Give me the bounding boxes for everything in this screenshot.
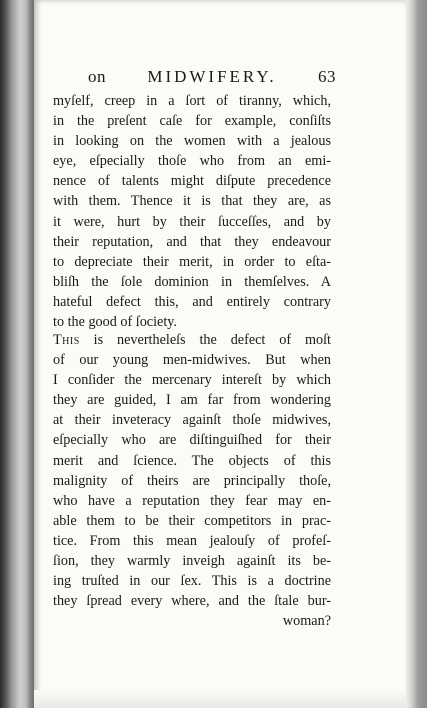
text-line: eye, eſpecially thoſe who from an emi- xyxy=(53,153,331,170)
text-line: bliſh the ſole dominion in themſelves. A xyxy=(53,273,331,290)
text-line: who have a reputation they fear may en- xyxy=(53,492,331,509)
catchword: woman? xyxy=(282,613,331,630)
text-line: ſion, they warmly inveigh againſt its be- xyxy=(53,553,331,570)
text-line: it were, hurt by their ſucceſſes, and by xyxy=(53,213,331,230)
text-line-first xyxy=(53,330,331,350)
text-line: ing truſted in our ſex. This is a doctrine xyxy=(53,573,331,590)
page-bottom-edge xyxy=(34,690,406,708)
text-line: with them. Thence it is that they are, as xyxy=(53,193,331,210)
text-line: of our young men-midwives. But when xyxy=(53,352,331,369)
text-line: tice. From this mean jealouſy of profeſ- xyxy=(53,532,331,549)
text-line: nence of talents might diſpute precedence xyxy=(53,173,331,190)
text-line: at their inveteracy againſt thoſe midwives, xyxy=(53,412,331,429)
first-line-rest: is nevertheleſs the defect of moſt xyxy=(79,332,331,348)
text-line: hateful defect this, and entirely contrary xyxy=(53,293,331,310)
lead-word: This xyxy=(53,332,80,348)
text-line: they are guided, I am far from wondering xyxy=(53,392,331,409)
text-line: in looking on the women with a jealous xyxy=(53,133,331,150)
text-line: eſpecially who are diſtinguiſhed for their xyxy=(53,432,331,449)
text-line: their reputation, and that they endeavour xyxy=(53,233,331,250)
text-line: myſelf, creep in a ſort of tiranny, which, xyxy=(53,93,331,109)
text-line: to depreciate their merit, in order to eſta- xyxy=(53,253,331,270)
page-edge-shadow xyxy=(406,0,427,708)
book-binding xyxy=(0,0,34,708)
header-prefix: on xyxy=(88,67,106,86)
text-line: to the good of ſociety. xyxy=(53,314,177,331)
running-header xyxy=(88,67,336,87)
header-title: MIDWIFERY. xyxy=(147,67,277,86)
text-line: I conſider the mercenary intereſt by which xyxy=(53,372,331,389)
text-line: malignity of theirs are principally thoſe, xyxy=(53,472,331,489)
paragraph-1 xyxy=(53,91,331,332)
paragraph-2 xyxy=(53,330,331,631)
text-line: in the preſent caſe for example, conſiſts xyxy=(53,113,331,130)
page-number: 63 xyxy=(318,67,336,86)
text-line: able them to be their competitors in prac- xyxy=(53,512,331,529)
text-line: they ſpread every where, and the ſtale bur- xyxy=(53,593,331,610)
text-line: merit and ſcience. The objects of this xyxy=(53,452,331,469)
